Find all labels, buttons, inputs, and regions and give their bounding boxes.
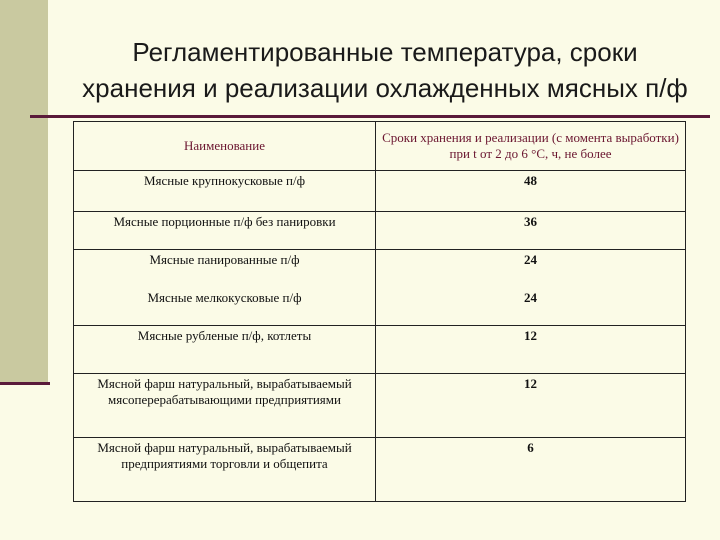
table-row: [74, 374, 686, 438]
slide-title: [60, 34, 710, 106]
table-row: [74, 212, 686, 250]
title-line-2: хранения и реализации охлажденных мясных п/ф: [82, 73, 688, 103]
table-row: [74, 171, 686, 212]
row-value: 24: [524, 252, 537, 267]
row-value: 12: [376, 326, 686, 374]
table-row: [74, 326, 686, 374]
row-value: 24: [524, 290, 537, 305]
row-name-group: [74, 250, 376, 326]
row-value-group: [376, 250, 686, 326]
row-name: Мясные порционные п/ф без панировки: [74, 212, 376, 250]
row-value: 48: [376, 171, 686, 212]
row-value: 36: [376, 212, 686, 250]
row-name: Мясные мелкокусковые п/ф: [147, 290, 302, 305]
side-decor-line: [0, 382, 50, 385]
header-storage-time: Сроки хранения и реализации (с момента выработки) при t от 2 до 6 °С, ч, не более: [376, 122, 686, 171]
table-header-row: [74, 122, 686, 171]
header-name: Наименование: [74, 122, 376, 171]
row-name: Мясные крупнокусковые п/ф: [74, 171, 376, 212]
title-line-1: Регламентированные температура, сроки: [132, 37, 638, 67]
table-row: [74, 250, 686, 326]
title-divider: [30, 115, 710, 118]
table-row: [74, 438, 686, 502]
row-value: 12: [376, 374, 686, 438]
row-name: Мясные панированные п/ф: [149, 252, 300, 267]
storage-table: [73, 121, 686, 502]
row-value: 6: [376, 438, 686, 502]
side-decor-bar: [0, 0, 48, 385]
row-name: Мясной фарш натуральный, вырабатываемый предприятиями торговли и общепита: [74, 438, 376, 502]
row-name: Мясной фарш натуральный, вырабатываемый мясоперерабатывающими предприятиями: [74, 374, 376, 438]
row-name: Мясные рубленые п/ф, котлеты: [74, 326, 376, 374]
